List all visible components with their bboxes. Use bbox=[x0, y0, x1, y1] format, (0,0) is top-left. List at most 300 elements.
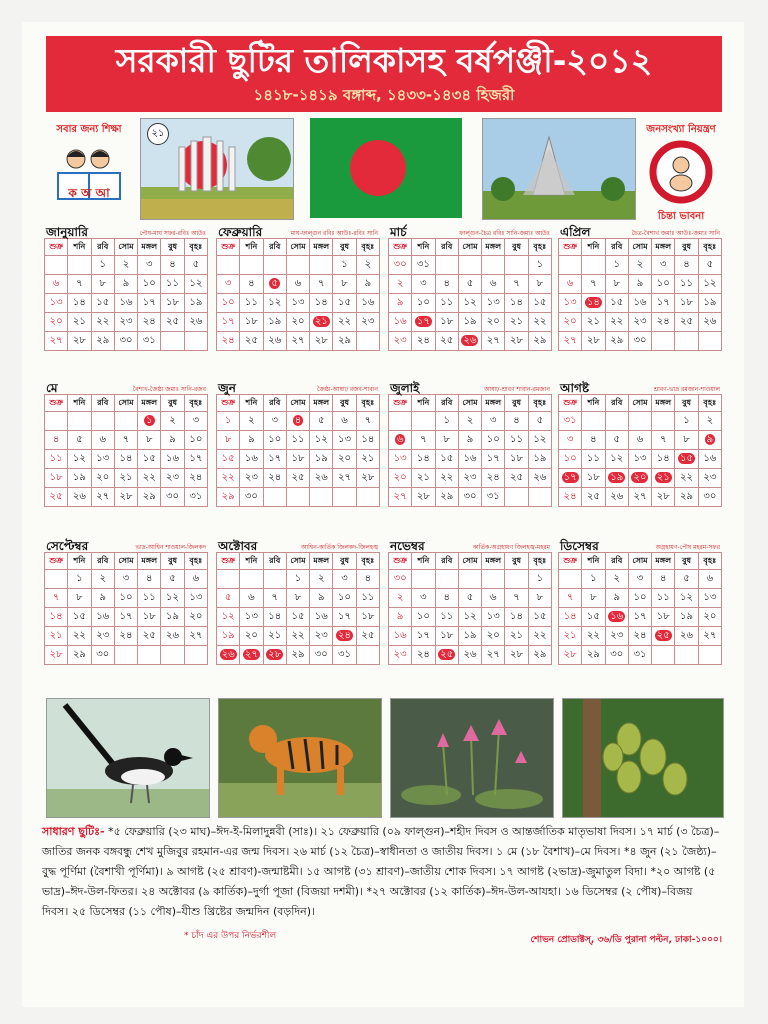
day-cell bbox=[675, 627, 698, 646]
weekday-header: রবি bbox=[91, 395, 114, 412]
weekday-header: শুক্র bbox=[389, 553, 412, 570]
day-number: ১৭ bbox=[142, 296, 156, 308]
day-number: ১৪ bbox=[510, 296, 524, 308]
day-number: ২৫ bbox=[49, 490, 63, 502]
day-number: ৪ bbox=[364, 572, 372, 584]
day-number: ২৩ bbox=[703, 471, 717, 483]
day-number: ৩ bbox=[660, 258, 667, 270]
day-cell bbox=[68, 431, 91, 450]
day-number: ১৬ bbox=[393, 629, 407, 641]
day-cell bbox=[263, 412, 286, 431]
day-cell bbox=[114, 646, 137, 665]
day-cell bbox=[675, 450, 698, 469]
day-number: ১৯ bbox=[221, 629, 235, 641]
day-number: ৮ bbox=[590, 591, 597, 603]
day-cell bbox=[482, 450, 505, 469]
weekday-header: শনি bbox=[582, 239, 605, 256]
day-number: ১৯ bbox=[610, 471, 624, 483]
day-number: ২৯ bbox=[586, 648, 600, 660]
day-cell bbox=[482, 412, 505, 431]
month-name: নভেম্বর bbox=[390, 539, 425, 553]
month-1 bbox=[44, 224, 208, 351]
day-cell bbox=[240, 294, 263, 313]
day-number: ৩ bbox=[341, 572, 348, 584]
day-cell bbox=[161, 313, 184, 332]
day-number: ২৮ bbox=[268, 648, 282, 660]
day-cell bbox=[263, 450, 286, 469]
day-cell bbox=[45, 627, 68, 646]
day-number: ২৩ bbox=[393, 648, 407, 660]
day-number: ২৭ bbox=[486, 648, 500, 660]
day-cell bbox=[675, 608, 698, 627]
day-cell bbox=[184, 313, 207, 332]
day-cell bbox=[605, 589, 628, 608]
day-cell bbox=[114, 313, 137, 332]
day-cell bbox=[412, 488, 435, 507]
title-banner bbox=[46, 36, 722, 112]
day-cell bbox=[161, 488, 184, 507]
day-cell bbox=[505, 332, 528, 351]
weekday-header: বুধ bbox=[333, 239, 356, 256]
day-cell bbox=[45, 275, 68, 294]
day-number: ১৭ bbox=[656, 296, 670, 308]
notes-label: সাধারণ ছুটিঃ- bbox=[42, 825, 105, 838]
month-grid bbox=[44, 552, 208, 665]
day-cell bbox=[505, 431, 528, 450]
day-cell bbox=[114, 412, 137, 431]
weekday-header: শুক্র bbox=[559, 239, 582, 256]
month-name: মার্চ bbox=[390, 225, 407, 239]
right-logo-top: জনসংখ্যা নিয়ন্ত্রণ bbox=[646, 124, 716, 135]
day-number: ১৮ bbox=[440, 629, 454, 641]
day-number: ১৪ bbox=[49, 610, 63, 622]
day-cell bbox=[138, 608, 161, 627]
day-number: ১১ bbox=[166, 277, 180, 289]
day-cell bbox=[605, 412, 628, 431]
day-cell bbox=[482, 431, 505, 450]
weekday-header: বৃহঃ bbox=[356, 553, 379, 570]
day-cell bbox=[263, 313, 286, 332]
day-number: ৩০ bbox=[96, 648, 110, 660]
day-cell bbox=[458, 469, 481, 488]
day-cell bbox=[263, 589, 286, 608]
weekday-header: বৃহঃ bbox=[184, 239, 207, 256]
month-8 bbox=[558, 380, 722, 507]
day-number: ৩ bbox=[636, 572, 644, 584]
day-number: ১৬ bbox=[244, 452, 258, 464]
day-number: ১৯ bbox=[703, 296, 717, 308]
day-number: ২১ bbox=[416, 471, 430, 483]
day-number: ২৮ bbox=[314, 334, 328, 346]
weekday-header: শুক্র bbox=[217, 553, 240, 570]
weekday-header: বুধ bbox=[161, 553, 184, 570]
day-number: ৮ bbox=[341, 277, 348, 289]
day-number: ৪ bbox=[443, 277, 450, 289]
day-number: ২২ bbox=[96, 315, 110, 327]
day-cell bbox=[45, 332, 68, 351]
day-cell bbox=[605, 275, 628, 294]
weekday-header: শুক্র bbox=[389, 239, 412, 256]
day-cell bbox=[286, 469, 309, 488]
day-cell bbox=[263, 332, 286, 351]
day-number: ২৫ bbox=[361, 629, 375, 641]
day-cell bbox=[161, 256, 184, 275]
day-number: ১৬ bbox=[119, 296, 133, 308]
day-number: ২৯ bbox=[221, 490, 235, 502]
day-number: ২৫ bbox=[142, 629, 156, 641]
day-cell bbox=[263, 627, 286, 646]
day-cell bbox=[559, 488, 582, 507]
weekday-header: বুধ bbox=[675, 239, 698, 256]
day-number: ৬ bbox=[636, 433, 644, 445]
day-cell bbox=[605, 646, 628, 665]
day-cell bbox=[184, 570, 207, 589]
day-cell bbox=[356, 608, 379, 627]
page-title: সরকারী ছুটির তালিকাসহ বর্ষপঞ্জী-২০১২ bbox=[115, 41, 653, 80]
day-cell bbox=[389, 488, 412, 507]
day-cell bbox=[91, 412, 114, 431]
day-number: ২৯ bbox=[142, 490, 156, 502]
day-cell bbox=[528, 570, 551, 589]
weekday-header: রবি bbox=[605, 239, 628, 256]
day-number: ৭ bbox=[513, 591, 520, 603]
month-name: সেপ্টেম্বর bbox=[46, 539, 89, 553]
day-number: ৭ bbox=[364, 414, 372, 426]
weekday-header: শনি bbox=[68, 553, 91, 570]
day-cell bbox=[435, 275, 458, 294]
day-cell bbox=[114, 294, 137, 313]
day-number: ২০ bbox=[291, 315, 305, 327]
day-number: ২৪ bbox=[142, 315, 156, 327]
day-cell bbox=[505, 294, 528, 313]
day-number: ৪ bbox=[683, 258, 690, 270]
day-cell bbox=[528, 450, 551, 469]
day-number: ২৬ bbox=[533, 471, 547, 483]
day-number: ১৬ bbox=[166, 452, 180, 464]
day-cell bbox=[389, 469, 412, 488]
day-cell bbox=[333, 431, 356, 450]
day-number: ২৮ bbox=[563, 648, 577, 660]
day-number: ২২ bbox=[142, 471, 156, 483]
day-number: ১৬ bbox=[610, 610, 624, 622]
day-cell bbox=[582, 488, 605, 507]
day-number: ২৭ bbox=[244, 648, 258, 660]
day-cell bbox=[184, 646, 207, 665]
day-number: ৩০ bbox=[314, 648, 328, 660]
day-number: ২৪ bbox=[189, 471, 203, 483]
day-cell bbox=[68, 313, 91, 332]
weekday-header: মঙ্গল bbox=[652, 239, 675, 256]
day-cell bbox=[435, 431, 458, 450]
day-number: ১৫ bbox=[440, 452, 454, 464]
day-number: ১৭ bbox=[633, 610, 647, 622]
day-number: ৯ bbox=[613, 591, 620, 603]
weekday-header: সোম bbox=[628, 239, 651, 256]
day-number: ১৩ bbox=[244, 610, 258, 622]
day-cell bbox=[458, 256, 481, 275]
day-cell bbox=[310, 450, 333, 469]
day-number: ১৩ bbox=[291, 296, 305, 308]
day-cell bbox=[161, 294, 184, 313]
day-number: ২৯ bbox=[533, 648, 547, 660]
day-cell bbox=[559, 332, 582, 351]
day-cell bbox=[161, 450, 184, 469]
month-grid bbox=[216, 552, 380, 665]
day-cell bbox=[458, 570, 481, 589]
tiger-photo bbox=[218, 698, 382, 818]
day-cell bbox=[217, 469, 240, 488]
month-name: এপ্রিল bbox=[560, 225, 591, 239]
day-cell bbox=[435, 589, 458, 608]
day-cell bbox=[605, 450, 628, 469]
day-number: ১০ bbox=[189, 433, 203, 445]
day-cell bbox=[582, 332, 605, 351]
day-cell bbox=[333, 313, 356, 332]
day-cell bbox=[528, 589, 551, 608]
day-cell bbox=[138, 431, 161, 450]
day-number: ১৫ bbox=[338, 296, 352, 308]
day-cell bbox=[138, 488, 161, 507]
day-cell bbox=[435, 313, 458, 332]
day-number: ৩১ bbox=[486, 490, 500, 502]
day-number: ১৮ bbox=[244, 315, 258, 327]
day-cell bbox=[582, 589, 605, 608]
month-subtitle: ভাদ্র-আশ্বিন শাওয়াল-জিলকদ bbox=[135, 544, 206, 551]
day-number: ৫ bbox=[466, 591, 474, 603]
day-number: ২১ bbox=[510, 629, 524, 641]
day-cell bbox=[698, 256, 721, 275]
day-cell bbox=[68, 627, 91, 646]
day-number: ৩ bbox=[420, 591, 427, 603]
day-cell bbox=[161, 332, 184, 351]
day-cell bbox=[68, 256, 91, 275]
day-number: ১৩ bbox=[393, 452, 407, 464]
day-number: ৭ bbox=[122, 433, 130, 445]
day-cell bbox=[698, 488, 721, 507]
weekday-header: বুধ bbox=[333, 395, 356, 412]
day-number: ১ bbox=[294, 572, 302, 584]
day-cell bbox=[184, 608, 207, 627]
day-number: ১৭ bbox=[268, 452, 282, 464]
weekday-header: শনি bbox=[240, 553, 263, 570]
day-number: ১৩ bbox=[486, 296, 500, 308]
day-number: ২০ bbox=[703, 610, 717, 622]
day-cell bbox=[482, 589, 505, 608]
day-number: ১৭ bbox=[416, 629, 430, 641]
day-cell bbox=[45, 431, 68, 450]
day-number: ১ bbox=[683, 414, 690, 426]
weekday-header: শনি bbox=[68, 395, 91, 412]
weekday-header: মঙ্গল bbox=[310, 395, 333, 412]
weekday-header: মঙ্গল bbox=[652, 553, 675, 570]
day-number: ২৪ bbox=[633, 629, 647, 641]
day-number: ১১ bbox=[440, 296, 454, 308]
day-cell bbox=[435, 469, 458, 488]
day-cell bbox=[482, 570, 505, 589]
day-cell bbox=[605, 332, 628, 351]
day-cell bbox=[389, 589, 412, 608]
flag-icon bbox=[310, 118, 462, 218]
day-number: ১৮ bbox=[291, 452, 305, 464]
day-number: ২ bbox=[396, 591, 404, 603]
page-subtitle: ১৪১৮-১৪১৯ বঙ্গাব্দ, ১৪৩৩-১৪৩৪ হিজরী bbox=[253, 86, 515, 104]
day-cell bbox=[310, 431, 333, 450]
weekday-header: শুক্র bbox=[45, 239, 68, 256]
day-number: ২ bbox=[396, 277, 404, 289]
day-cell bbox=[161, 412, 184, 431]
day-cell bbox=[356, 469, 379, 488]
day-cell bbox=[263, 608, 286, 627]
day-number: ১৫ bbox=[533, 296, 547, 308]
day-cell bbox=[138, 313, 161, 332]
day-number: ৬ bbox=[52, 277, 60, 289]
day-cell bbox=[91, 589, 114, 608]
day-cell bbox=[91, 431, 114, 450]
day-number: ৯ bbox=[396, 610, 404, 622]
day-cell bbox=[68, 412, 91, 431]
day-number: ১১ bbox=[49, 452, 63, 464]
month-name: মে bbox=[46, 381, 58, 395]
month-grid bbox=[558, 394, 722, 507]
day-number: ৩ bbox=[420, 277, 427, 289]
day-cell bbox=[138, 256, 161, 275]
day-number: ১২ bbox=[463, 610, 477, 622]
day-number: ১৭ bbox=[221, 315, 235, 327]
day-cell bbox=[652, 275, 675, 294]
day-number: ৩ bbox=[224, 277, 232, 289]
day-cell bbox=[333, 412, 356, 431]
weekday-header: রবি bbox=[605, 395, 628, 412]
day-number: ৮ bbox=[294, 591, 302, 603]
day-cell bbox=[628, 313, 651, 332]
day-cell bbox=[184, 412, 207, 431]
day-cell bbox=[505, 313, 528, 332]
day-cell bbox=[91, 294, 114, 313]
day-cell bbox=[68, 608, 91, 627]
day-cell bbox=[652, 469, 675, 488]
day-cell bbox=[505, 646, 528, 665]
day-number: ২৭ bbox=[189, 629, 203, 641]
day-number: ২১ bbox=[361, 452, 375, 464]
day-cell bbox=[505, 488, 528, 507]
day-cell bbox=[240, 275, 263, 294]
weekday-header: সোম bbox=[286, 553, 309, 570]
day-cell bbox=[263, 488, 286, 507]
weekday-header: সোম bbox=[286, 395, 309, 412]
day-cell bbox=[458, 275, 481, 294]
day-cell bbox=[652, 589, 675, 608]
day-cell bbox=[389, 313, 412, 332]
day-cell bbox=[68, 646, 91, 665]
day-number: ২২ bbox=[680, 471, 694, 483]
day-number: ৫ bbox=[536, 414, 544, 426]
day-number: ২ bbox=[613, 572, 620, 584]
day-number: ২০ bbox=[486, 629, 500, 641]
day-cell bbox=[675, 646, 698, 665]
day-number: ১২ bbox=[533, 433, 547, 445]
day-number: ১ bbox=[536, 258, 544, 270]
day-number: ১৪ bbox=[416, 452, 430, 464]
day-number: ১৮ bbox=[361, 610, 375, 622]
day-number: ২০ bbox=[244, 629, 258, 641]
day-number: ২২ bbox=[586, 629, 600, 641]
weekday-header: সোম bbox=[286, 239, 309, 256]
day-cell bbox=[356, 450, 379, 469]
day-cell bbox=[161, 275, 184, 294]
day-cell bbox=[91, 627, 114, 646]
weekday-header: সোম bbox=[458, 553, 481, 570]
month-subtitle: পৌষ-মাঘ সফর-রবিঃ আউঃ bbox=[139, 230, 206, 237]
bangladesh-flag bbox=[310, 118, 462, 218]
day-cell bbox=[698, 313, 721, 332]
day-number: ৯ bbox=[99, 591, 106, 603]
day-cell bbox=[482, 275, 505, 294]
day-cell bbox=[114, 608, 137, 627]
magpie-robin-photo bbox=[46, 698, 210, 818]
day-cell bbox=[628, 431, 651, 450]
day-cell bbox=[161, 469, 184, 488]
day-number: ২৬ bbox=[463, 648, 477, 660]
day-number: ৬ bbox=[248, 591, 255, 603]
day-cell bbox=[45, 570, 68, 589]
shaheed-minar-photo bbox=[140, 118, 294, 220]
day-number: ২৬ bbox=[463, 334, 477, 346]
day-number: ১০ bbox=[338, 591, 352, 603]
day-number: ৮ bbox=[536, 277, 544, 289]
day-cell bbox=[217, 431, 240, 450]
month-4 bbox=[558, 224, 722, 351]
day-number: ৮ bbox=[146, 433, 153, 445]
day-cell bbox=[652, 570, 675, 589]
day-cell bbox=[528, 275, 551, 294]
day-cell bbox=[652, 627, 675, 646]
day-number: ৭ bbox=[590, 277, 597, 289]
day-number: ১৫ bbox=[142, 452, 156, 464]
day-number: ২৬ bbox=[72, 490, 86, 502]
day-cell bbox=[528, 313, 551, 332]
day-number: ১০ bbox=[221, 296, 235, 308]
day-cell bbox=[528, 294, 551, 313]
day-cell bbox=[605, 256, 628, 275]
day-cell bbox=[138, 646, 161, 665]
day-number: ৮ bbox=[613, 277, 620, 289]
day-number: ৫ bbox=[613, 433, 620, 445]
day-cell bbox=[505, 450, 528, 469]
day-number: ২১ bbox=[510, 315, 524, 327]
day-number: ২৫ bbox=[510, 471, 524, 483]
day-cell bbox=[184, 431, 207, 450]
day-cell bbox=[45, 646, 68, 665]
day-number: ৩০ bbox=[393, 258, 407, 270]
day-cell bbox=[310, 469, 333, 488]
day-number: ২৯ bbox=[96, 334, 110, 346]
day-number: ২ bbox=[99, 572, 106, 584]
day-number: ৪ bbox=[513, 414, 520, 426]
weekday-header: শুক্র bbox=[559, 395, 582, 412]
day-number: ১২ bbox=[166, 591, 180, 603]
day-number: ১৮ bbox=[142, 610, 156, 622]
day-cell bbox=[217, 412, 240, 431]
day-number: ২৯ bbox=[440, 490, 454, 502]
day-cell bbox=[45, 313, 68, 332]
day-number: ১২ bbox=[610, 452, 624, 464]
month-grid bbox=[44, 394, 208, 507]
day-number: ১৮ bbox=[510, 452, 524, 464]
day-number: ৬ bbox=[490, 591, 497, 603]
day-cell bbox=[675, 332, 698, 351]
day-cell bbox=[91, 469, 114, 488]
day-cell bbox=[528, 488, 551, 507]
